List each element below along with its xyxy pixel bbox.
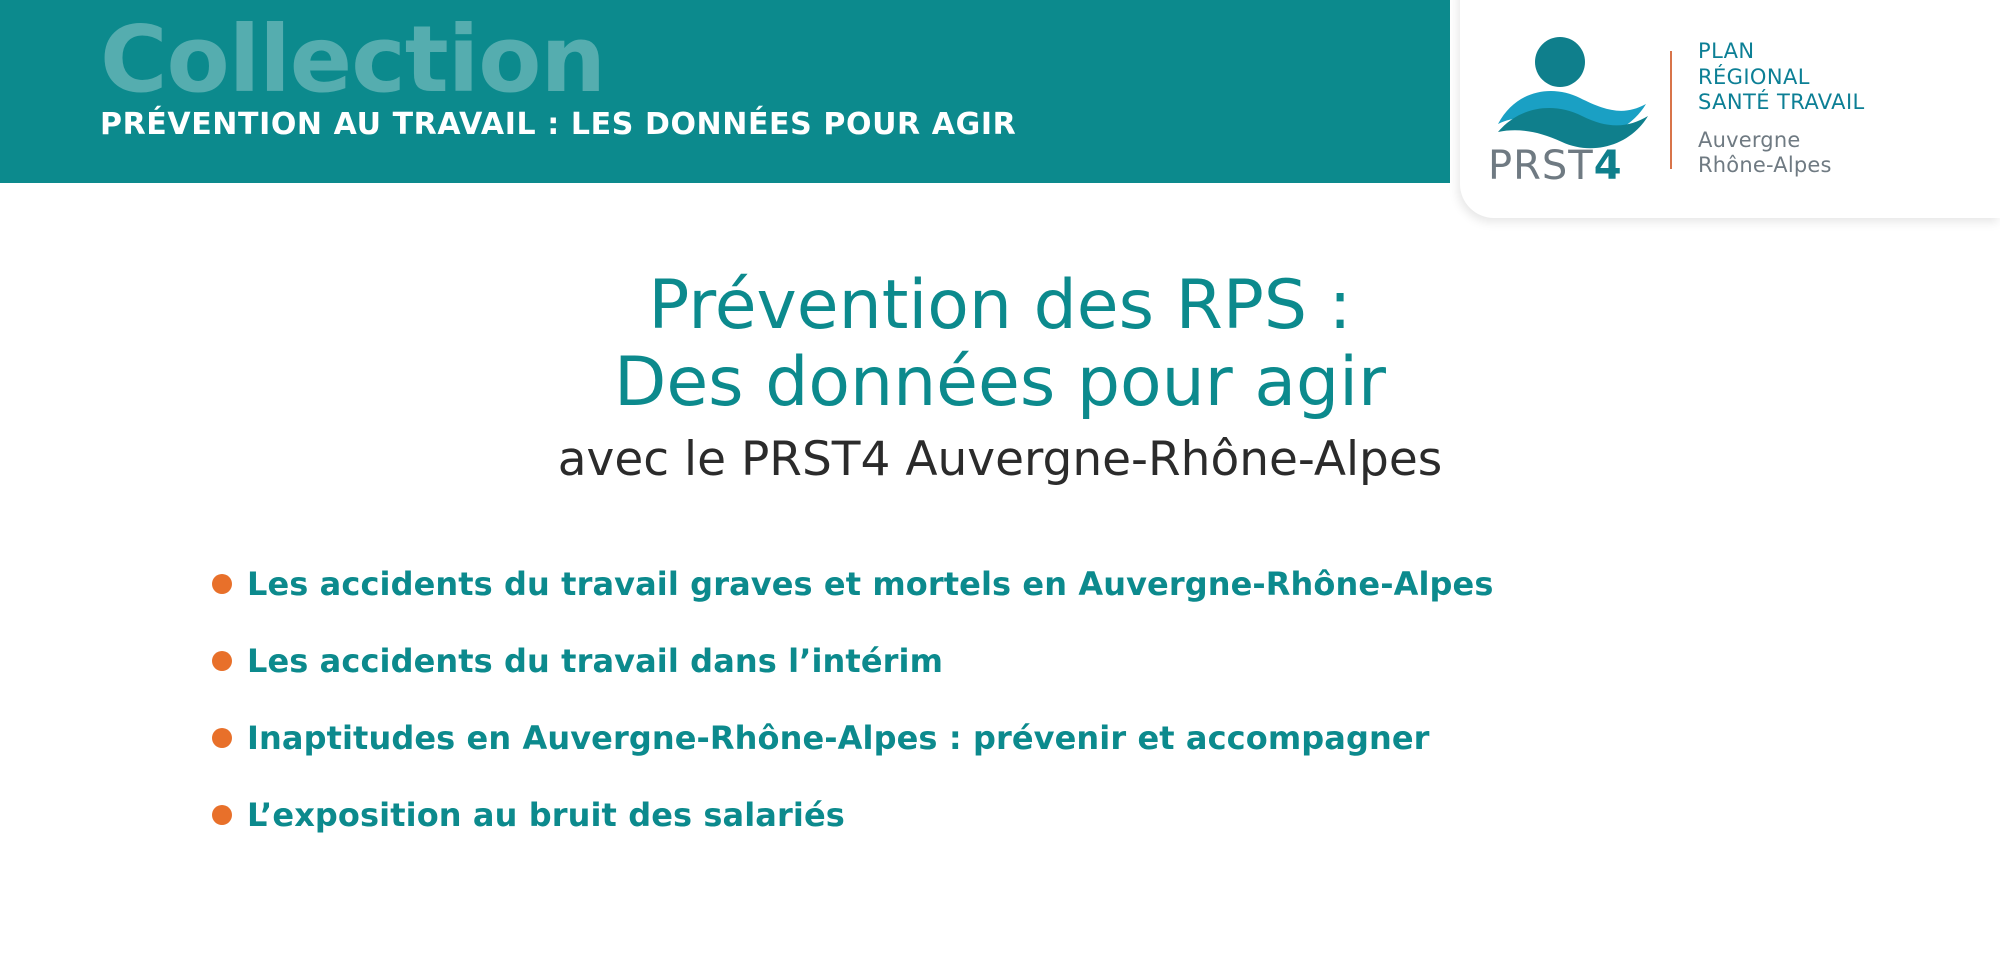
prst4-logo-card [1460, 0, 2000, 218]
logo-divider [1670, 51, 1672, 169]
list-item[interactable] [212, 622, 1912, 699]
list-item[interactable] [212, 776, 1912, 853]
bullet-dot-icon [212, 574, 232, 594]
list-item-label: Inaptitudes en Auvergne-Rhône-Alpes : prévenir et accompagner [247, 718, 1430, 757]
list-item[interactable] [212, 545, 1912, 622]
collection-watermark: Collection [100, 6, 605, 113]
bullet-dot-icon [212, 651, 232, 671]
svg-text:PRST4: PRST4 [1488, 143, 1623, 182]
topics-list [212, 545, 1912, 853]
logo-title-line2: RÉGIONAL [1698, 64, 1810, 89]
bullet-dot-icon [212, 805, 232, 825]
header-subtitle: PRÉVENTION AU TRAVAIL : LES DONNÉES POUR AGIR [100, 107, 1017, 142]
bullet-dot-icon [212, 728, 232, 748]
page-title [0, 268, 2000, 422]
prst4-logo-mark [1488, 32, 1664, 182]
logo-region-line2: Rhône-Alpes [1698, 153, 1832, 178]
list-item-label: L’exposition au bruit des salariés [247, 795, 845, 834]
list-item[interactable] [212, 699, 1912, 776]
logo-title-line3: SANTÉ TRAVAIL [1698, 90, 1865, 115]
page-title-line1: Prévention des RPS : [648, 266, 1352, 345]
page-title-line2: Des données pour agir [613, 342, 1387, 422]
logo-text-block [1698, 39, 1865, 179]
list-item-label: Les accidents du travail graves et mortels en Auvergne-Rhône-Alpes [247, 564, 1494, 603]
logo-region-line1: Auvergne [1698, 127, 1801, 152]
list-item-label: Les accidents du travail dans l’intérim [247, 641, 944, 680]
page-subtitle: avec le PRST4 Auvergne-Rhône-Alpes [557, 432, 1443, 487]
logo-title-line1: PLAN [1698, 38, 1755, 63]
header-band [0, 0, 1450, 183]
prst4-emblem-icon [1488, 32, 1664, 182]
